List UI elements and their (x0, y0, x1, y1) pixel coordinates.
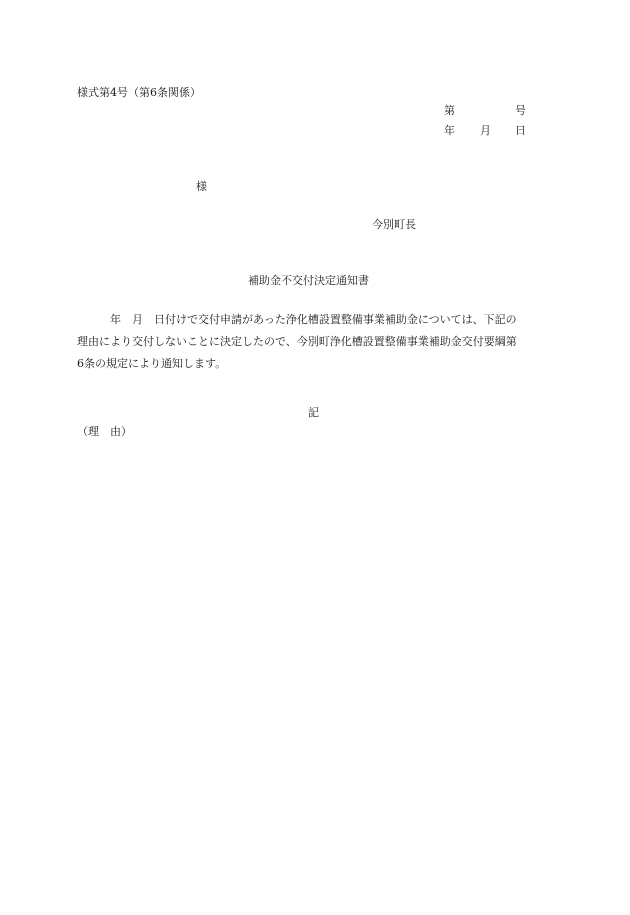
document-number-suffix: 号 (515, 104, 526, 117)
date-year-label: 年 (444, 124, 455, 137)
addressee-honorific: 様 (196, 180, 207, 193)
sender-title: 今別町長 (372, 218, 416, 231)
document-title: 補助金不交付決定通知書 (248, 274, 369, 287)
document-number-prefix: 第 (444, 104, 455, 117)
form-number: 様式第4号（第6条関係） (77, 86, 201, 99)
date-day-label: 日 (515, 124, 526, 137)
body-line-3: 6条の規定により通知します。 (77, 357, 227, 370)
notice-body (77, 309, 551, 375)
body-line-2: 理由により交付しないことに決定したので、今別町浄化槽設置整備事業補助金交付要綱第 (77, 335, 517, 348)
date-month-label: 月 (480, 124, 491, 137)
body-line-1: 年 月 日付けで交付申請があった浄化槽設置整備事業補助金については、下記の (77, 313, 517, 326)
ki-label: 記 (308, 406, 319, 419)
reason-label: （理 由） (77, 425, 132, 438)
